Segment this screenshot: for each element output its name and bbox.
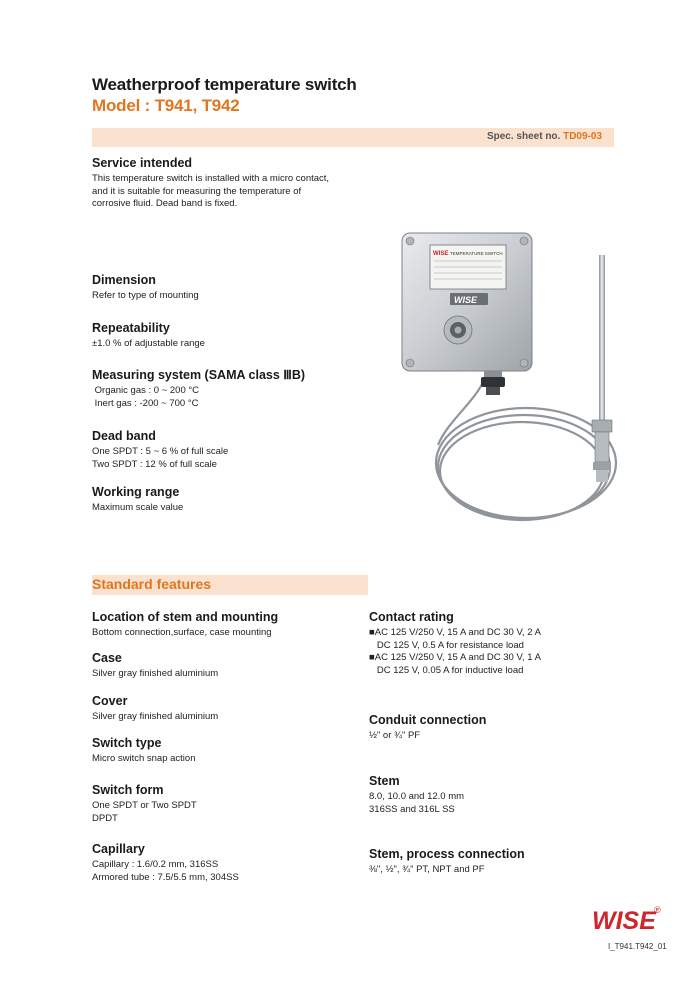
section-line: One SPDT : 5 ~ 6 % of full scale xyxy=(92,446,229,457)
feature-heading: Cover xyxy=(92,694,128,708)
document-code: I_T941.T942_01 xyxy=(608,942,667,951)
section-deadband xyxy=(92,429,228,471)
feature-line: 8.0, 10.0 and 12.0 mm xyxy=(369,791,465,802)
product-image xyxy=(388,225,628,555)
feature-heading: Case xyxy=(92,651,122,665)
feature-case xyxy=(92,651,218,681)
feature-contact xyxy=(369,610,541,677)
spec-prefix: Spec. sheet no. xyxy=(486,131,564,142)
wise-logo xyxy=(590,903,670,937)
feature-line: DC 125 V, 0.05 A for inductive load xyxy=(369,664,524,676)
section-heading: Service intended xyxy=(92,156,193,170)
section-heading: Dimension xyxy=(92,273,156,287)
feature-heading: Stem, process connection xyxy=(369,847,525,861)
feature-line: ■AC 125 V/250 V, 15 A and DC 30 V, 2 A xyxy=(369,627,541,638)
section-line: ±1.0 % of adjustable range xyxy=(92,338,205,349)
capillary-coil xyxy=(436,375,616,520)
feature-line: Armored tube : 7.5/5.5 mm, 304SS xyxy=(92,871,239,883)
feature-line: 316SS and 316L SS xyxy=(369,803,455,815)
standard-features-bar xyxy=(92,575,368,595)
feature-line: DPDT xyxy=(92,812,118,824)
feature-conduit xyxy=(369,713,486,743)
feature-capillary xyxy=(92,842,239,884)
feature-heading: Switch type xyxy=(92,736,162,750)
section-line: Maximum scale value xyxy=(92,502,184,513)
section-line: Inert gas : -200 ~ 700 °C xyxy=(92,397,199,409)
section-line: corrosive fluid. Dead band is fixed. xyxy=(92,198,238,209)
standard-features-heading: Standard features xyxy=(92,576,212,592)
section-line: Organic gas : 0 ~ 200 °C xyxy=(92,385,200,396)
wise-logo-text: WISE xyxy=(592,907,656,935)
section-dimension xyxy=(92,273,199,303)
feature-line: Micro switch snap action xyxy=(92,753,196,764)
spec-sheet-no xyxy=(487,131,602,142)
conduit-fitting xyxy=(481,377,505,387)
registered-mark: ® xyxy=(654,905,661,915)
feature-line: DC 125 V, 0.5 A for resistance load xyxy=(369,639,524,651)
stem-rod xyxy=(599,255,605,425)
section-heading: Dead band xyxy=(92,429,156,443)
section-line: This temperature switch is installed with a micro contact, xyxy=(92,173,330,184)
feature-cover xyxy=(92,694,218,724)
feature-line: Silver gray finished aluminium xyxy=(92,668,219,679)
case-logo: WISE xyxy=(454,295,478,305)
model-title: Model : T941, T942 xyxy=(92,96,240,115)
section-heading: Working range xyxy=(92,485,180,499)
feature-line: Bottom connection,surface, case mounting xyxy=(92,627,272,638)
section-heading: Measuring system (SAMA class ⅢB) xyxy=(92,368,306,382)
feature-line: ■AC 125 V/250 V, 15 A and DC 30 V, 1 A xyxy=(369,652,541,663)
doc-title: Weatherproof temperature switch xyxy=(92,75,357,94)
feature-stem xyxy=(369,774,464,816)
feature-heading: Capillary xyxy=(92,842,145,856)
feature-switch-type xyxy=(92,736,195,766)
feature-line: ½" or ¾" PF xyxy=(369,730,421,741)
section-working xyxy=(92,485,183,515)
feature-line: One SPDT or Two SPDT xyxy=(92,800,197,811)
feature-line: Silver gray finished aluminium xyxy=(92,711,219,722)
section-heading: Repeatability xyxy=(92,321,170,335)
plate-brand: WISE xyxy=(433,251,449,257)
stem-nut xyxy=(592,420,612,432)
feature-stem-process xyxy=(369,847,525,877)
feature-heading: Switch form xyxy=(92,783,164,797)
section-line: Refer to type of mounting xyxy=(92,290,199,301)
spec-code: TD09-03 xyxy=(563,131,602,142)
feature-heading: Stem xyxy=(369,774,400,788)
section-line: and it is suitable for measuring the temperature of xyxy=(92,185,302,197)
feature-line: Capillary : 1.6/0.2 mm, 316SS xyxy=(92,859,219,870)
spec-bar xyxy=(92,128,614,147)
section-repeatability xyxy=(92,321,205,351)
section-measuring xyxy=(92,367,305,410)
feature-switch-form xyxy=(92,783,197,825)
feature-heading: Location of stem and mounting xyxy=(92,610,279,624)
section-service xyxy=(92,156,329,211)
section-line: Two SPDT : 12 % of full scale xyxy=(92,458,217,470)
feature-line: ⅜", ½", ¾" PT, NPT and PF xyxy=(369,864,485,875)
plate-title: TEMPERATURE SWITCH xyxy=(450,251,503,256)
feature-heading: Conduit connection xyxy=(369,713,487,727)
feature-heading: Contact rating xyxy=(369,610,454,624)
feature-location xyxy=(92,610,278,640)
